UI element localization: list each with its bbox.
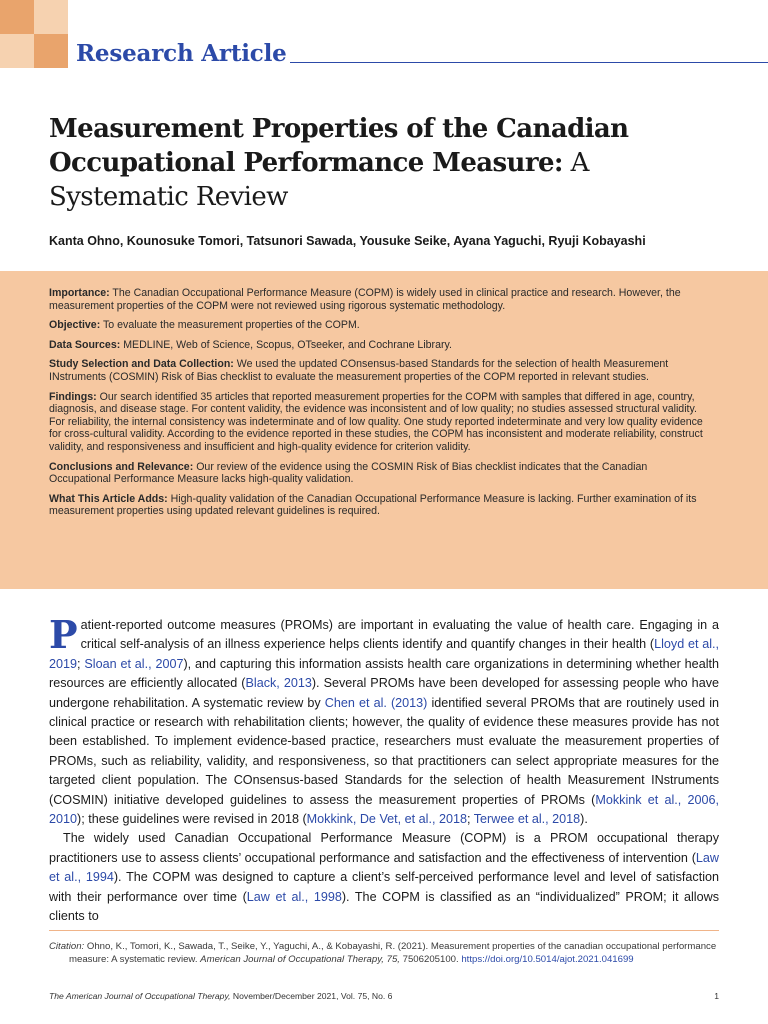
author-list: Kanta Ohno, Kounosuke Tomori, Tatsunori Sawada, Yousuke Seike, Ayana Yaguchi, Ryuji Kobayashi	[49, 234, 646, 248]
abstract-label: Findings:	[49, 390, 97, 403]
title-light: A Systematic Review	[49, 148, 589, 212]
abstract-text: The Canadian Occupational Performance Measure (COPM) is widely used in clinical practice and research. However, the measurement properties of the COPM were not reviewed using rigorous systematic methodology.	[49, 287, 681, 312]
title-bold: Measurement Properties of the Canadian Occupational Performance Measure:	[49, 114, 629, 178]
footer-journal: The American Journal of Occupational Therapy,	[49, 991, 231, 1001]
reference-link[interactable]: Sloan et al., 2007	[84, 656, 184, 671]
body-text: identified several PROMs that are routinely used in clinical practice or research with rehabilitation clients; however, the quality of evidence these measures provide has not been established. To implement evidence-based practice, researchers must evaluate the measurement properties of PROMs, such as reliability, validity, and responsiveness, so that practitioners can select appropriate measures for the targeted client population. The COnsensus-based Standards for the selection of health Measurement INstruments (COSMIN) initiative developed guidelines to assess the measurement properties of PROMs (	[49, 695, 719, 807]
page-number: 1	[714, 991, 719, 1001]
body-text: ); these guidelines were revised in 2018 (	[77, 812, 307, 827]
body-text: ), and capturing this information assists health care organizations in determining whether health resources are efficiently allocated (	[49, 656, 719, 691]
article-body	[49, 612, 720, 927]
abstract-study-selection	[49, 358, 709, 383]
abstract-text: Our search identified 35 articles that reported measurement properties for the COPM with samples that differed in age, country, diagnosis, and disease stage. For content validity, the evidence was inconsistent and of low quality; no studies assessed structural validity. For reliability, the internal consistency was indeterminate and of low quality. One study reported indeterminate and very low quality evidence for cross-cultural validity. According to the evidence reported in these studies, the COPM has inconsistent and moderate reliability, construct validity, and responsiveness and insufficient and high-quality evidence for criterion validity.	[49, 390, 703, 453]
citation-journal: American Journal of Occupational Therapy, 75,	[200, 954, 400, 965]
body-text: ). The COPM was designed to capture a client’s self-perceived performance level and level of satisfaction with their performance over time (	[49, 870, 719, 904]
body-paragraph	[49, 612, 719, 829]
reference-link[interactable]: Lloyd et al., 2019	[49, 637, 719, 671]
abstract-text: Our review of the evidence using the COSMIN Risk of Bias checklist indicates that the Canadian Occupational Performance Measure lacks high-quality validation.	[49, 460, 648, 486]
citation-body: Ohno, K., Tomori, K., Sawada, T., Seike, Y., Yaguchi, A., & Kobayashi, R. (2021). Measurement properties of the canadian occupational performance measure: A systematic review.	[69, 941, 717, 965]
abstract-label: What This Article Adds:	[49, 492, 168, 505]
body-text: The widely used Canadian Occupational Performance Measure (COPM) is a PROM occupational therapy practitioners use to assess clients’ occupational performance and satisfaction and the effectiveness of intervention (	[49, 831, 719, 865]
abstract-importance	[49, 287, 709, 312]
citation-pages: 7506205100.	[402, 954, 459, 965]
body-text: ). Several PROMs have been developed for assessing people who have undergone rehabilitation. A systematic review by	[49, 676, 719, 710]
abstract-what-this-adds	[49, 493, 709, 518]
abstract-data-sources	[49, 339, 709, 352]
abstract-box	[0, 271, 768, 589]
abstract-label: Conclusions and Relevance:	[49, 460, 194, 473]
page-footer	[49, 991, 719, 1001]
body-text: atient-reported outcome measures (PROMs) are important in evaluating the value of health care. Engaging in a critical self-analysis of an illness experience helps clients identify and quantify changes in their health (	[80, 618, 719, 652]
abstract-objective	[49, 319, 709, 332]
article-title	[49, 112, 729, 214]
abstract-label: Data Sources:	[49, 338, 121, 351]
body-text: ).	[580, 812, 588, 827]
body-text: ). The COPM is classified as an “individualized” PROM; it allows clients to	[49, 889, 720, 924]
abstract-text: We used the updated COnsensus-based Standards for the selection of health Measurement INstruments (COSMIN) Risk of Bias checklist to evaluate the measurement properties of the COPM reported in relevant studies.	[49, 358, 669, 383]
reference-link[interactable]: Black, 2013	[245, 676, 312, 691]
abstract-content	[49, 287, 709, 525]
citation-box	[49, 930, 719, 966]
reference-link[interactable]: Terwee et al., 2018	[473, 812, 581, 827]
reference-link[interactable]: Mokkink et al., 2006, 2010	[49, 792, 719, 827]
abstract-text: High-quality validation of the Canadian Occupational Performance Measure is lacking. Further examination of its measurement properties using updated relevant guidelines is required.	[49, 492, 697, 518]
drop-cap: P	[49, 612, 78, 657]
abstract-conclusions	[49, 461, 709, 486]
logo-square	[34, 0, 68, 34]
citation-text	[49, 940, 719, 966]
reference-link[interactable]: Law et al., 1998	[246, 889, 342, 904]
abstract-findings	[49, 391, 709, 454]
abstract-label: Study Selection and Data Collection:	[49, 358, 234, 371]
body-text: ;	[466, 812, 474, 827]
body-text: ;	[77, 656, 85, 671]
header-rule	[290, 62, 768, 63]
abstract-text: MEDLINE, Web of Science, Scopus, OTseeker, and Cochrane Library.	[123, 338, 452, 351]
abstract-label: Importance:	[49, 287, 110, 299]
reference-link[interactable]: Law et al., 1994	[49, 850, 719, 885]
logo-square	[0, 0, 34, 34]
abstract-label: Objective:	[49, 319, 101, 332]
article-type-heading: Research Article	[76, 40, 287, 67]
reference-link[interactable]: Mokkink, De Vet, et al., 2018	[306, 812, 467, 827]
reference-link[interactable]: Chen et al. (2013)	[324, 695, 428, 710]
logo-square	[0, 34, 34, 68]
citation-label: Citation:	[49, 941, 85, 952]
body-paragraph	[49, 829, 719, 926]
journal-logo	[0, 0, 68, 68]
doi-link[interactable]: https://doi.org/10.5014/ajot.2021.041699	[461, 954, 634, 965]
footer-issue: November/December 2021, Vol. 75, No. 6	[232, 991, 393, 1001]
abstract-text: To evaluate the measurement properties of the COPM.	[103, 319, 360, 332]
logo-square	[34, 34, 68, 68]
